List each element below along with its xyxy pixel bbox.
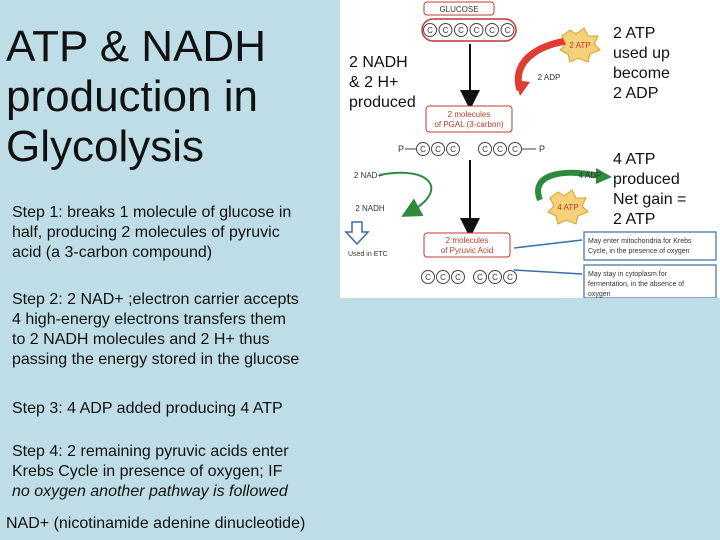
slide-title [6,22,326,172]
title-line-1: ATP & NADH [6,22,266,71]
glucose-label: GLUCOSE [439,5,479,14]
fermentation-outcome-line-1: May stay in cytoplasm for [588,271,667,278]
svg-text:C: C [507,273,513,282]
pgal-right-carbon-2 [494,143,507,156]
step-2-line-3: to 2 NADH molecules and 2 H+ thus [12,331,270,348]
pyruvic-left-carbon-1 [422,271,435,284]
nad-in-label: 2 NAD+ [353,171,383,180]
pyruvic-label-line-2: of Pyruvic Acid [440,246,494,255]
step-4-line-1: Step 4: 2 remaining pyruvic acids enter [12,443,289,460]
svg-text:C: C [440,273,446,282]
pgal-phosphate-right: P [538,144,546,154]
etc-arrow-icon [346,222,368,244]
glucose-carbon-2 [439,24,452,37]
glucose-carbon-6 [501,24,514,37]
glucose-carbon-chain [422,19,516,41]
atp-out-label: 4 ATP [557,203,579,212]
fermentation-outcome-line-2: fermentation, in the absence of [588,281,685,288]
svg-text:C: C [497,145,503,154]
pgal-left-carbon-3 [447,143,460,156]
svg-text:C: C [442,26,449,35]
glucose-carbon-4 [470,24,483,37]
nadh-produced-line-2: & 2 H+ [349,74,399,91]
svg-text:C: C [450,145,456,154]
pyruvic-right-carbon-1 [474,271,487,284]
atp-produced-line-2: produced [613,171,680,188]
step-1-line-3: acid (a 3-carbon compound) [12,244,213,261]
step-1-text [12,203,342,263]
nadh-produced-line-1: 2 NADH [349,54,408,71]
svg-text:C: C [427,26,433,35]
pyruvic-left-carbon-2 [437,271,450,284]
pgal-label-line-1: 2 molecules [447,110,491,119]
pgal-left-carbon-2 [432,143,445,156]
pgal-label-line-2: of PGAL (3-carbon) [434,120,504,129]
pyruvic-right-carbon-3 [504,271,517,284]
svg-text:C: C [420,145,426,154]
svg-text:C: C [492,273,498,282]
fermentation-pointer [514,270,582,274]
pyruvic-right-carbon-2 [489,271,502,284]
title-line-2: production in [6,72,258,121]
step-2-line-1: Step 2: 2 NAD+ ;electron carrier accepts [12,291,299,308]
glucose-carbon-5 [486,24,499,37]
title-line-3: Glycolysis [6,122,205,171]
step-3-line-1: Step 3: 4 ADP added producing 4 ATP [12,400,283,417]
atp-in-label: 2 ATP [569,41,591,50]
pyruvic-label-line-1: 2 molecules [445,236,489,245]
pgal-right-carbon-3 [509,143,522,156]
pyruvic-chains [422,271,517,284]
nad-to-nadh-arrow [380,173,431,212]
atp-produced-line-3: Net gain = [613,191,687,208]
step-4-line-2: Krebs Cycle in presence of oxygen; IF [12,463,283,480]
pgal-left-carbon-1 [417,143,430,156]
svg-text:C: C [482,145,488,154]
svg-text:C: C [477,273,483,282]
atp-produced-line-4: 2 ATP [613,211,656,228]
svg-text:C: C [458,26,464,35]
used-in-etc-label: Used in ETC [348,251,388,258]
atp-used-note [613,24,670,104]
atp-used-line-2: used up [613,45,670,62]
pyruvic-left-carbon-3 [452,271,465,284]
step-2-line-2: 4 high-energy electrons transfers them [12,311,286,328]
adp-out-label: 2 ADP [537,73,561,82]
krebs-outcome-line-1: May enter mitochondria for Krebs [588,238,692,245]
svg-text:C: C [455,273,461,282]
adp-in-label: 4 ADP [578,171,602,180]
krebs-outcome-box [584,232,716,260]
atp-used-line-4: 2 ADP [613,85,659,102]
atp-produced-note [613,150,686,230]
krebs-pointer [514,240,582,248]
svg-text:C: C [473,26,480,35]
glucose-carbon-1 [424,24,437,37]
fermentation-outcome-line-3: oxygen [588,291,611,298]
pgal-right-carbon-1 [479,143,492,156]
pgal-phosphate-left: P [397,144,405,154]
atp-used-line-3: become [613,65,670,82]
svg-text:C: C [512,145,518,154]
atp-used-line-1: 2 ATP [613,25,656,42]
svg-text:C: C [489,26,495,35]
krebs-outcome-line-2: Cycle, in the presence of oxygen [588,248,690,255]
svg-text:C: C [435,145,441,154]
svg-text:C: C [504,26,511,35]
step-2-text [12,290,342,370]
step-4-text [12,442,342,502]
step-4-line-3: no oxygen another pathway is followed [12,483,288,500]
nadh-out-label: 2 NADH [355,204,385,213]
nadh-produced-line-3: produced [349,94,416,111]
step-3-text [12,399,342,419]
nad-footnote: NAD+ (nicotinamide adenine dinucleotide) [6,515,306,532]
step-1-line-2: half, producing 2 molecules of pyruvic [12,224,280,241]
svg-text:C: C [425,273,431,282]
step-2-line-4: passing the energy stored in the glucose [12,351,300,368]
pgal-chains [398,143,545,156]
nadh-produced-note [349,53,416,113]
step-1-line-1: Step 1: breaks 1 molecule of glucose in [12,204,292,221]
atp-produced-line-1: 4 ATP [613,151,656,168]
glucose-carbon-3 [455,24,468,37]
